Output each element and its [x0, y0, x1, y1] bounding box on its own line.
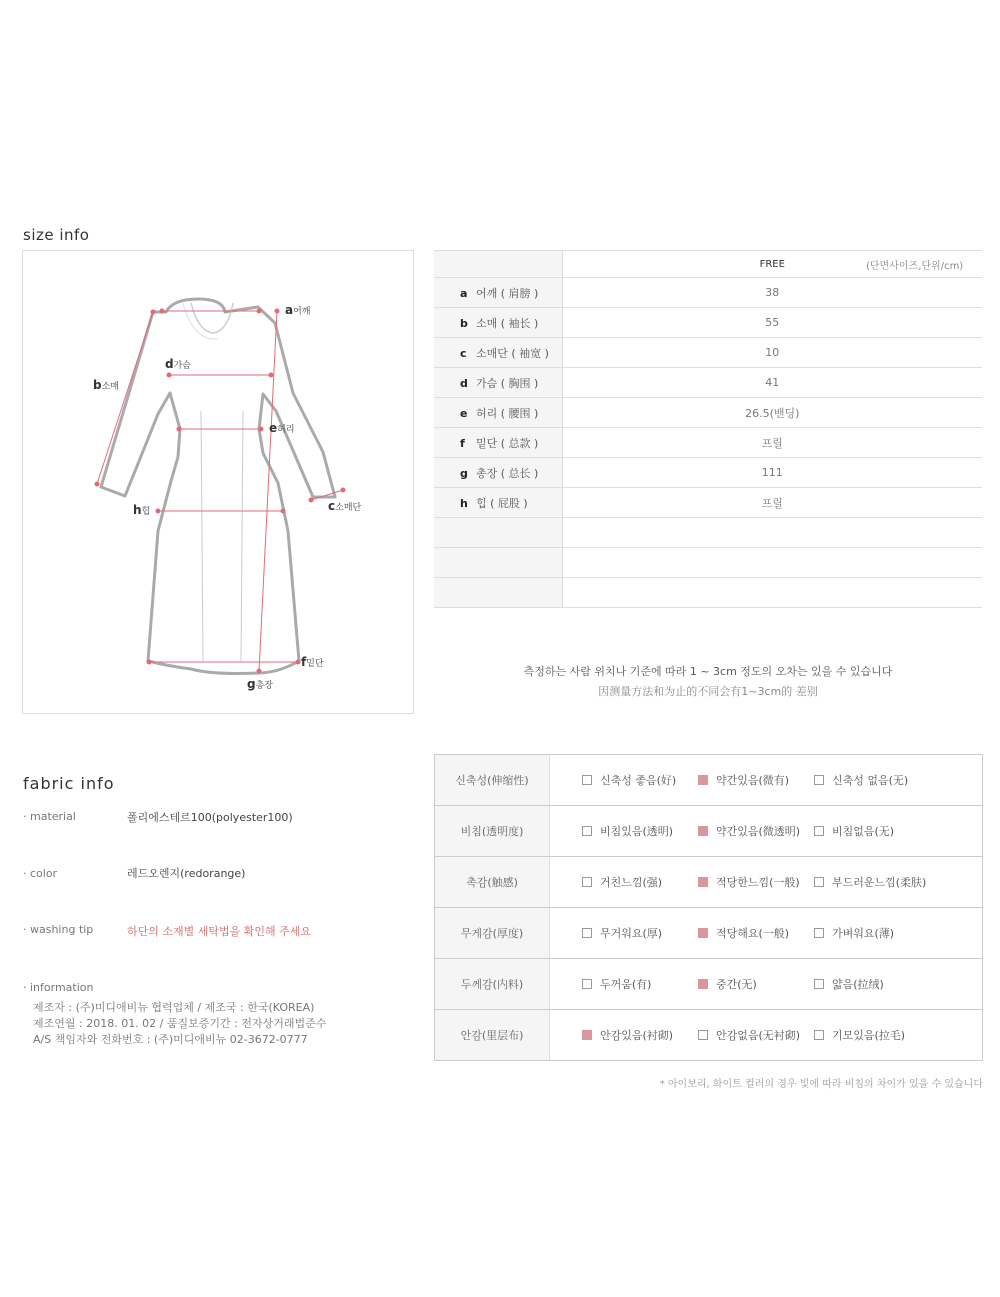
checkbox-icon	[698, 1030, 708, 1040]
color-value: 레드오렌지(redorange)	[127, 867, 246, 880]
table-row: 무게감(厚度) 무거워요(厚) 적당해요(一般) 가벼워요(薄)	[435, 908, 983, 959]
checkbox-icon	[814, 1030, 824, 1040]
checkbox-icon	[814, 979, 824, 989]
size-info-title: size info	[23, 226, 90, 244]
checkbox-checked-icon	[582, 1030, 592, 1040]
information-label: · information	[23, 981, 94, 994]
table-row: 두께감(内料) 두꺼움(有) 중간(无) 얇음(拉绒)	[435, 959, 983, 1010]
checkbox-icon	[814, 826, 824, 836]
label-h: h힙	[133, 503, 151, 517]
information-text: 제조자 : (주)미디애비뉴 협력업체 / 제조국 : 한국(KOREA) 제조연월 : 2018. 01. 02 / 품질보증기간 : 전자상거래법준수 A/S 책임자와 전화번호 : (주)미디애비뉴 02-3672-0777	[33, 1001, 327, 1046]
checkbox-icon	[582, 877, 592, 887]
checkbox-checked-icon	[698, 826, 708, 836]
table-row: d 가슴 ( 胸围 ) 41	[434, 368, 982, 398]
table-row: 촉감(触感) 거친느낌(强) 적당한느낌(一般) 부드러운느낌(柔肤)	[435, 857, 983, 908]
checkbox-icon	[582, 928, 592, 938]
fabric-note: * 아이보리, 화이트 컬러의 경우 빛에 따라 비침의 차이가 있을 수 있습니다	[659, 1079, 983, 1090]
table-row: e 허리 ( 腰围 ) 26.5(밴딩)	[434, 398, 982, 428]
size-header: FREE	[562, 251, 982, 278]
checkbox-checked-icon	[698, 928, 708, 938]
table-row: f 밑단 ( 总款 ) 프릴	[434, 428, 982, 458]
material-label: · material	[23, 810, 76, 823]
dress-outline	[23, 251, 415, 715]
measure-note-ko: 측정하는 사람 위치나 기준에 따라 1 ~ 3cm 정도의 오차는 있을 수 있습니다	[523, 665, 893, 678]
size-table	[434, 250, 982, 608]
checkbox-checked-icon	[698, 775, 708, 785]
checkbox-icon	[814, 877, 824, 887]
washing-label: · washing tip	[23, 923, 94, 936]
label-c: c소매단	[328, 499, 362, 513]
washing-value: 하단의 소재별 세탁법을 확인해 주세요	[127, 925, 312, 938]
color-label: · color	[23, 867, 58, 880]
label-a: a어깨	[285, 303, 311, 317]
measure-note-cn: 因测量方法和为止的不同会有1~3cm的 差别	[598, 685, 818, 698]
material-value: 폴리에스테르100(polyester100)	[127, 811, 293, 824]
table-row	[434, 578, 982, 608]
checkbox-checked-icon	[698, 877, 708, 887]
checkbox-icon	[814, 928, 824, 938]
dress-diagram	[22, 250, 414, 714]
table-row: b 소매 ( 袖长 ) 55	[434, 308, 982, 338]
table-row	[434, 518, 982, 548]
label-f: f밑단	[301, 655, 324, 669]
table-row: h 힙 ( 屁股 ) 프릴	[434, 488, 982, 518]
table-row: 신축성(伸缩性) 신축성 좋음(好) 약간있음(微有) 신축성 없음(无)	[435, 755, 983, 806]
table-row	[434, 548, 982, 578]
table-row: 안감(里层布) 안감있음(衬砌) 안감없음(无衬砌) 기모있음(拉毛)	[435, 1010, 983, 1061]
table-row: 비침(透明度) 비침있음(透明) 약간있음(微透明) 비침없음(无)	[435, 806, 983, 857]
table-row: g 총장 ( 总长 ) 111	[434, 458, 982, 488]
label-e: e허리	[269, 421, 295, 435]
fabric-table	[434, 754, 983, 1061]
table-row: a 어깨 ( 肩膀 ) 38	[434, 278, 982, 308]
label-g: g총장	[247, 677, 273, 691]
fabric-info-title: fabric info	[23, 774, 115, 793]
label-b: b소매	[93, 378, 119, 392]
checkbox-icon	[582, 826, 592, 836]
checkbox-icon	[582, 775, 592, 785]
checkbox-icon	[814, 775, 824, 785]
checkbox-checked-icon	[698, 979, 708, 989]
unit-note: (단면사이즈,단위/cm)	[866, 261, 964, 272]
table-row: c 소매단 ( 袖宽 ) 10	[434, 338, 982, 368]
label-d: d가슴	[165, 357, 191, 371]
checkbox-icon	[582, 979, 592, 989]
